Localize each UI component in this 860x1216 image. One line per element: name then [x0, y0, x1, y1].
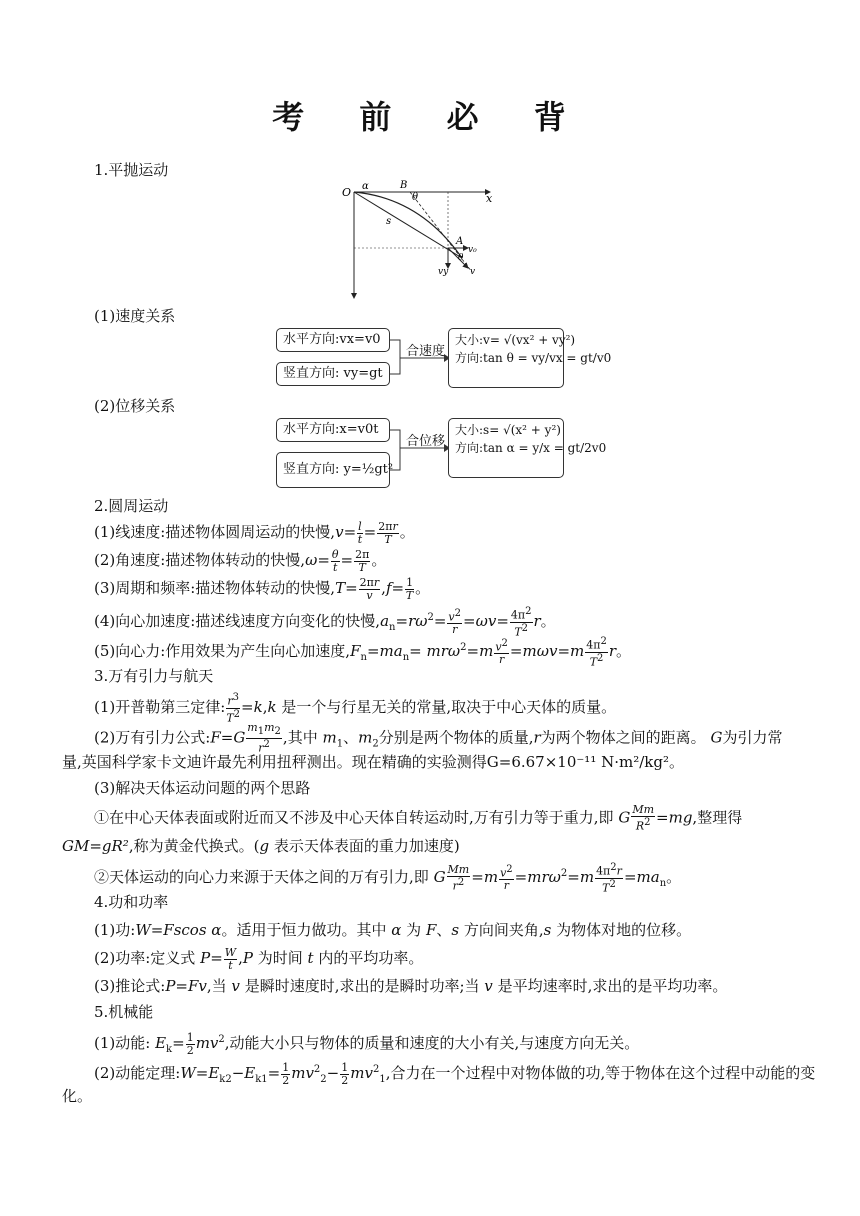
subsection-velocity: (1)速度关系 — [94, 307, 176, 325]
fig-label-s: s — [386, 216, 392, 227]
section-heading-circular: 2.圆周运动 — [94, 497, 169, 515]
vel-magnitude: 大小:v= √(vx² + vy²) — [455, 333, 576, 347]
fig-label-theta2: θ — [458, 253, 464, 263]
disp-magnitude: 大小:s= √(x² + y²) — [455, 423, 561, 437]
box-disp-result — [448, 418, 607, 478]
kepler-third-law: (1)开普勒第三定律: $\frac{r^3}{T^2}$ =k,k 是一个与行星无关的常量,取决于中心天体的质量。 — [94, 692, 617, 725]
fig-label-x: x — [486, 192, 493, 205]
section-heading-mechanical-energy: 5.机械能 — [94, 1003, 154, 1021]
power-corollary: (3)推论式:P=Fv,当 v 是瞬时速度时,求出的是瞬时功率;当 v 是平均速率时,求出的是平均功率。 — [94, 977, 728, 995]
box-vel-horizontal: 水平方向:vx=v0 — [276, 328, 390, 352]
page-title: 考 前 必 背 — [272, 98, 588, 136]
gravitation-constant-line: 量,英国科学家卡文迪许最先利用扭秤测出。现在精确的实验测得G=6.67×10⁻¹¹ N·m²/kg²。 — [62, 753, 684, 771]
celestial-approach-1: ①在中心天体表面或附近而又不涉及中心天体自转运动时,万有引力等于重力,即 G $\frac{Mm}{R^2}$ =mg,整理得 — [94, 803, 743, 833]
power-definition: (2)功率:定义式 P= $\frac{W}{t}$ ,P 为时间 t 内的平均功率。 — [94, 945, 424, 972]
disp-connector — [390, 418, 450, 488]
projectile-diagram — [340, 178, 500, 302]
box-disp-horizontal: 水平方向:x=v0t — [276, 418, 390, 442]
circular-centripetal-accel: (4)向心加速度:描述线速度方向变化的快慢$,a_n=r\omega^2=$ $\frac{v^2}{r}$ =ωv= $\frac{4\pi^2}{T^2}$ r。 — [94, 606, 556, 639]
fig-label-theta1: θ — [412, 192, 419, 203]
vel-combined-label: 合速度 — [406, 344, 446, 359]
celestial-approach-2: ②天体运动的向心力来源于天体之间的万有引力,即 G $\frac{Mm}{r^2}$ =m $\frac{v^2}{r}$ =mrω$^2$=m $\frac{4\pi^2r}{T^2}$ $=ma_n$。 — [94, 862, 682, 895]
box-vel-result — [448, 328, 612, 388]
disp-direction: 方向:tan α = y/x = gt/2v0 — [455, 441, 607, 455]
gravitation-formula: (2)万有引力公式:F=G $\frac{m_1m_2}{r^2}$ ,其中 $m_1$、$m_2$分别是两个物体的质量,r为两个物体之间的距离。 G为引力常 — [94, 721, 783, 755]
circular-centripetal-force: (5)向心力:作用效果为产生向心加速度$,F_n=ma_n= mr\omega^2=m$ $\frac{v^2}{r}$ =mωv=m $\frac{4\pi^2}{T^2}$ r。 — [94, 636, 632, 669]
subsection-displacement: (2)位移关系 — [94, 397, 176, 415]
vel-direction: 方向:tan θ = vy/vx = gt/v0 — [455, 351, 612, 365]
golden-substitution: GM=gR²,称为黄金代换式。(g 表示天体表面的重力加速度) — [62, 837, 460, 855]
fig-label-vy: vy — [438, 267, 449, 277]
work-energy-theorem: (2)动能定理$:W=E_{k2}-E_{k1}=$ $\frac{1}{2}$ $mv^2_2-$ $\frac{1}{2}$ $mv^2_1$,合力在一个过程中对物体做的功,等于物体在这个过程中动能的变 — [94, 1060, 816, 1087]
circular-linear-speed: (1)线速度:描述物体圆周运动的快慢,v= $\frac{l}{t}$ = $\frac{2\pi r}{T}$ 。 — [94, 519, 415, 546]
disp-combined-label: 合位移 — [406, 434, 446, 449]
fig-label-alpha: α — [362, 181, 369, 192]
fig-label-A: A — [456, 236, 464, 247]
box-vel-vertical: 竖直方向: vy=gt — [276, 362, 390, 386]
circular-angular-speed: (2)角速度:描述物体转动的快慢,ω= $\frac{\theta}{t}$ = $\frac{2\pi}{T}$ 。 — [94, 547, 387, 574]
fig-label-O: O — [342, 186, 352, 199]
section-heading-gravitation: 3.万有引力与航天 — [94, 667, 214, 685]
kinetic-energy: (1)动能: $E_k=$ $\frac{1}{2}$ $mv^2$,动能大小只与物体的质量和速度的大小有关,与速度方向无关。 — [94, 1030, 640, 1057]
box-disp-vertical: 竖直方向: y=½gt² — [276, 452, 390, 488]
celestial-approaches: (3)解决天体运动问题的两个思路 — [94, 779, 311, 797]
fig-label-v: v — [470, 267, 476, 277]
circular-period-frequency: (3)周期和频率:描述物体转动的快慢,T= $\frac{2\pi r}{v}$ ,f= $\frac{1}{T}$ 。 — [94, 575, 431, 602]
fig-label-B: B — [400, 180, 408, 191]
work-energy-theorem-end: 化。 — [62, 1087, 93, 1105]
fig-label-v0: v₀ — [468, 245, 477, 255]
section-heading-projectile: 1.平抛运动 — [94, 161, 169, 179]
section-heading-work-power: 4.功和功率 — [94, 893, 169, 911]
work-definition: (1)功:W=Fscos α。适用于恒力做功。其中 α 为 F、s 方向间夹角,s 为物体对地的位移。 — [94, 921, 692, 939]
